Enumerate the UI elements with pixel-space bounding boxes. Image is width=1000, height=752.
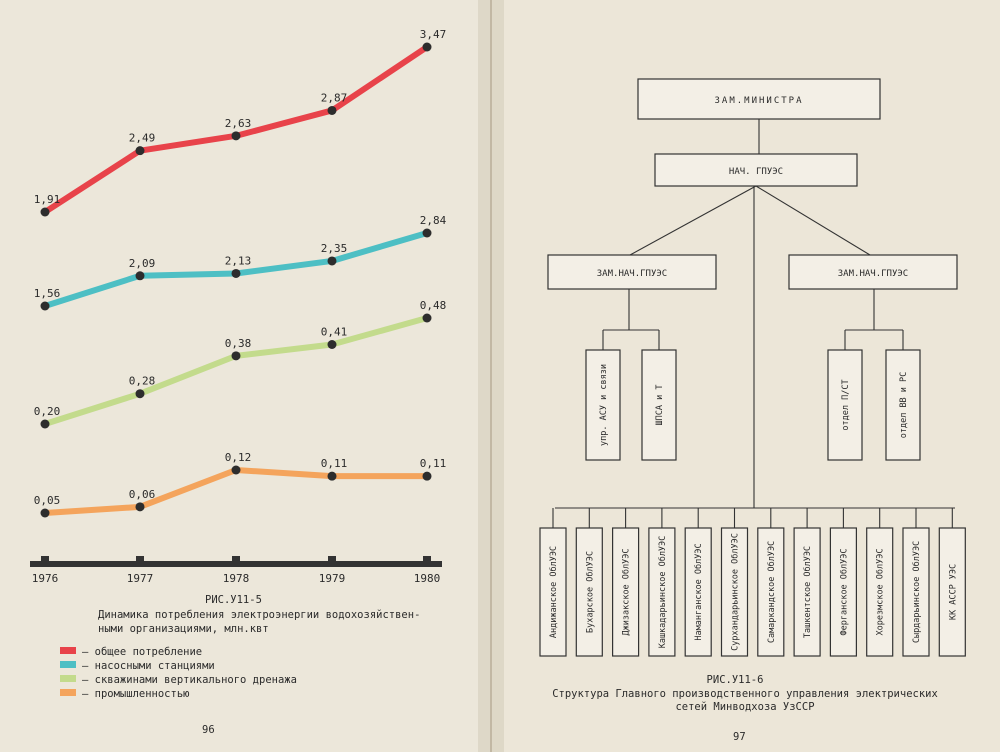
data-label: 0,12	[224, 451, 252, 464]
org-regional-label: Джизакское ОблУЭС	[621, 548, 632, 636]
caption-line-2: ными организациями, млн.квт	[98, 623, 269, 635]
x-tick-mark	[136, 556, 144, 562]
x-tick-label: 1976	[31, 572, 59, 585]
data-label: 2,63	[224, 116, 252, 130]
figure-number-left: РИС.У11-5	[205, 594, 262, 606]
data-label: 0,06	[128, 487, 156, 501]
data-point	[423, 314, 432, 323]
data-point	[136, 389, 145, 398]
data-point	[328, 256, 337, 265]
data-label: 0,41	[320, 325, 348, 339]
data-label: 2,13	[224, 254, 252, 268]
legend-swatch	[60, 661, 76, 668]
data-point	[41, 420, 50, 429]
org-dept-right-1-label: отдел П/СТ	[841, 379, 851, 431]
data-point	[232, 351, 241, 360]
data-label: 2,09	[128, 256, 156, 270]
data-point	[136, 271, 145, 280]
org-regional-label: Наманганское ОблУЭС	[694, 543, 705, 641]
x-tick-label: 1977	[126, 572, 154, 585]
page-number-right: 97	[733, 731, 746, 743]
org-regional-label: Самаркандское ОблУЭС	[766, 540, 777, 644]
data-point	[328, 106, 337, 115]
data-label: 2,87	[320, 91, 348, 105]
series-line-segment	[140, 273, 236, 275]
org-regional-label: Сырдарьинское ОблУЭС	[912, 540, 922, 644]
caption-right-line-1: Структура Главного производственного управления электрических	[552, 688, 938, 700]
data-label: 1,56	[33, 287, 61, 300]
data-point	[328, 472, 337, 481]
left-page	[0, 0, 490, 752]
data-label: 0,48	[419, 299, 447, 312]
data-point	[136, 146, 145, 155]
data-point	[136, 502, 145, 511]
org-regional-label: Ферганское ОблУЭС	[839, 548, 850, 636]
data-label: 1,91	[33, 193, 61, 206]
data-label: 0,20	[33, 405, 61, 418]
org-dept-left-1-label: упр. АСУ и связи	[599, 364, 609, 446]
data-point	[423, 43, 432, 52]
legend-entry: – общее потребление	[82, 646, 203, 658]
data-label: 2,49	[128, 131, 156, 145]
org-regional-label: Хорезмское ОблУЭС	[875, 548, 886, 636]
x-tick-label: 1980	[413, 572, 441, 585]
org-dept-right-2-label: отдел ВВ и РС	[899, 371, 909, 439]
data-point	[232, 466, 241, 475]
legend-swatch	[60, 675, 76, 682]
data-label: 0,28	[128, 374, 156, 388]
data-point	[41, 302, 50, 311]
data-point	[232, 269, 241, 278]
data-label: 0,05	[33, 494, 61, 507]
caption-line-1: Динамика потребления электроэнергии водохозяйствен-	[98, 609, 421, 621]
figure-number-right: РИС.У11-6	[706, 674, 764, 686]
x-tick-mark	[232, 556, 240, 562]
x-tick-mark	[41, 556, 49, 562]
org-deputy-left-label: ЗАМ.НАЧ.ГПУЭС	[596, 269, 668, 279]
x-tick-label: 1979	[318, 572, 346, 585]
org-regional-label: Кашкадарьинское ОблУЭС	[657, 535, 668, 649]
legend-swatch	[60, 647, 76, 654]
caption-right-line-2: сетей Минводхоза УзССР	[675, 701, 815, 713]
data-label: 2,35	[320, 241, 348, 255]
org-regional-label: Андижанское ОблУЭС	[549, 545, 559, 639]
data-label: 3,47	[419, 28, 447, 41]
org-head-label: НАЧ. ГПУЭС	[728, 167, 784, 177]
x-tick-mark	[328, 556, 336, 562]
x-tick-mark	[423, 556, 431, 562]
data-label: 0,11	[320, 457, 348, 471]
page-number-left: 96	[202, 724, 215, 736]
legend-entry: – скважинами вертикального дренажа	[82, 674, 297, 686]
org-dept-left-2-label: ШПСА и Т	[655, 384, 665, 426]
data-point	[423, 472, 432, 481]
org-top-label: ЗАМ.МИНИСТРА	[714, 96, 804, 106]
org-deputy-right-label: ЗАМ.НАЧ.ГПУЭС	[837, 269, 909, 279]
data-label: 0,11	[419, 457, 447, 471]
data-point	[423, 229, 432, 238]
org-regional-label: КК АССР УЭС	[948, 563, 959, 621]
org-regional-label: Бухарское ОблУЭС	[585, 551, 596, 633]
data-label: 0,38	[224, 336, 252, 350]
data-point	[232, 131, 241, 140]
data-point	[41, 509, 50, 518]
data-label: 2,84	[419, 214, 447, 227]
org-regional-label: Ташкентское ОблУЭС	[803, 545, 814, 639]
legend-entry: – промышленностью	[82, 688, 190, 700]
data-point	[328, 340, 337, 349]
org-regional-label: Сурхандарьинское ОблУЭС	[730, 533, 741, 651]
legend-entry: – насосными станциями	[82, 660, 215, 672]
x-tick-label: 1978	[222, 572, 250, 585]
legend-swatch	[60, 689, 76, 696]
data-point	[41, 208, 50, 217]
